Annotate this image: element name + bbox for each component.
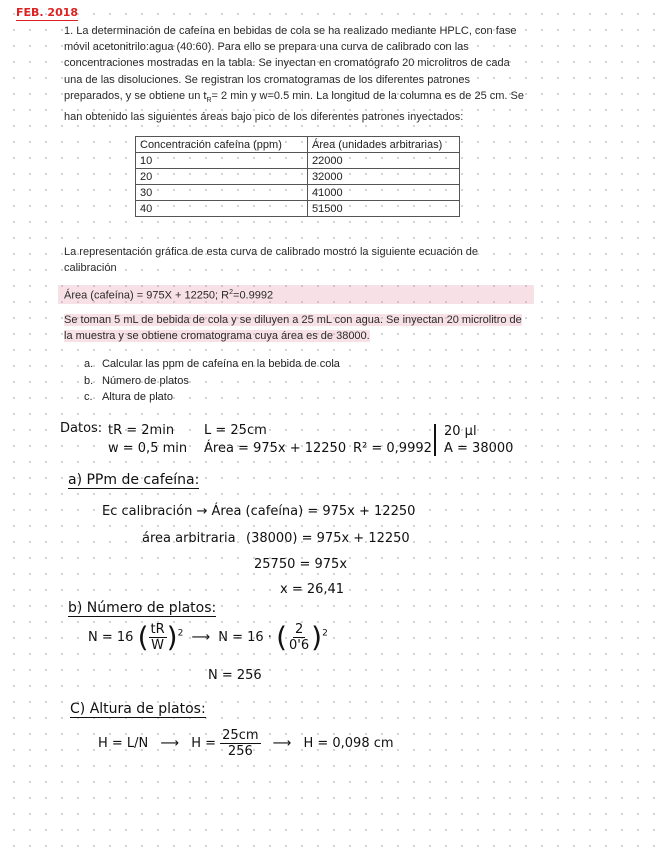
fraction-denominator: 256 bbox=[227, 744, 253, 759]
close-paren: ) bbox=[311, 620, 323, 654]
table-row bbox=[136, 201, 460, 217]
plates-substitution-lhs: N = 16 · bbox=[218, 630, 272, 645]
fraction-numerator: tR bbox=[150, 622, 165, 637]
step-subtraction: 25750 = 975x bbox=[254, 557, 348, 572]
header-area: Área (unidades arbitrarias) bbox=[308, 137, 460, 153]
open-paren: ( bbox=[276, 620, 288, 654]
peak-width: w = 0,5 min bbox=[108, 441, 188, 456]
cell-area: 51500 bbox=[308, 201, 460, 217]
question-text: Calcular las ppm de cafeína en la bebida de cola bbox=[102, 358, 340, 370]
cell-concentration: 30 bbox=[136, 185, 308, 201]
arbitrary-area-equation: (38000) = 975x + 12250 bbox=[246, 531, 410, 546]
arrow-icon: ⟶ bbox=[272, 736, 292, 751]
tr-over-w-fraction bbox=[149, 622, 167, 653]
height-formula bbox=[98, 728, 394, 759]
part-a-title bbox=[68, 472, 199, 488]
square-exponent: 2 bbox=[322, 628, 328, 639]
cell-area: 22000 bbox=[308, 153, 460, 169]
cell-area: 32000 bbox=[308, 169, 460, 185]
sample-area: A = 38000 bbox=[444, 441, 514, 456]
question-marker: a. bbox=[84, 358, 94, 370]
question-list bbox=[84, 356, 340, 406]
part-c-title-text: C) Altura de platos: bbox=[70, 701, 206, 717]
r2-value: =0.9992 bbox=[233, 289, 274, 302]
tr-subscript: R bbox=[206, 97, 212, 104]
fraction-denominator: W bbox=[151, 638, 165, 653]
question-text: Número de platos bbox=[102, 374, 189, 387]
injection-volume: 20 µl bbox=[444, 424, 477, 439]
plates-formula bbox=[88, 622, 328, 653]
calibration-equation bbox=[58, 285, 534, 304]
problem-statement bbox=[64, 23, 530, 125]
question-text: Altura de plato bbox=[102, 391, 173, 403]
arrow-icon: ⟶ bbox=[191, 630, 211, 645]
substitution-fraction bbox=[287, 622, 311, 653]
statement-part-2: = 2 min y w=0.5 min. La longitud de la columna es de 25 cm. Se han obtenido las siguientes áreas bajo pico de los diferentes patrones inyectados: bbox=[64, 89, 524, 124]
equation-text: Área (cafeína) = 975X + 12250; R bbox=[64, 289, 230, 302]
plates-formula-lhs: N = 16 bbox=[88, 630, 134, 645]
cell-concentration: 20 bbox=[136, 169, 308, 185]
r2-superscript: 2 bbox=[229, 289, 234, 296]
part-b-title-text: b) Número de platos: bbox=[68, 600, 217, 616]
column-length: L = 25cm bbox=[204, 423, 267, 438]
header-concentration: Concentración cafeína (ppm) bbox=[136, 137, 308, 153]
sample-description bbox=[64, 312, 530, 344]
calibration-line: Ec calibración → Área (cafeína) = 975x + 12250 bbox=[102, 504, 416, 519]
calibration-intro: La representación gráfica de esta curva de calibrado mostró la siguiente ecuación de calibración bbox=[64, 246, 478, 275]
result-x: x = 26,41 bbox=[280, 582, 345, 597]
square-exponent: 2 bbox=[177, 628, 184, 639]
part-b-title bbox=[68, 600, 216, 616]
calibration-table bbox=[135, 136, 460, 217]
fraction-numerator: 2 bbox=[294, 622, 304, 637]
height-result: H = 0,098 cm bbox=[303, 736, 394, 751]
table-header-row bbox=[136, 137, 460, 153]
fraction-numerator: 25cm bbox=[222, 728, 259, 743]
arrow-icon: ⟶ bbox=[160, 736, 180, 751]
question-marker: c. bbox=[84, 391, 93, 403]
area-equation: Área = 975x + 12250 bbox=[204, 441, 347, 456]
statement-part-1: 1. La determinación de cafeína en bebidas de cola se ha realizado mediante HPLC, con fase móvil acetonitrilo:agua (40:60). Para ello se prepara una curva de calibrado con las concentraciones mostradas en la tabla. Se inyectan en cromatógrafo 20 microlitros de cada una de las disoluciones. Se registran los cromatogramas de los diferentes patrones preparados, y se obtiene un t bbox=[64, 25, 517, 102]
open-paren: ( bbox=[137, 620, 149, 654]
list-item bbox=[84, 373, 340, 390]
retention-time: tR = 2min bbox=[108, 423, 175, 438]
fraction-denominator: 0'6 bbox=[289, 638, 310, 653]
divider bbox=[434, 424, 436, 456]
cell-concentration: 10 bbox=[136, 153, 308, 169]
list-item bbox=[84, 389, 340, 406]
table-row bbox=[136, 169, 460, 185]
cell-concentration: 40 bbox=[136, 201, 308, 217]
height-substitution-lhs: H = bbox=[191, 736, 217, 751]
sample-text: Se toman 5 mL de bebida de cola y se diluyen a 25 mL con agua. Se inyectan 20 microlitro de la muestra y se obtiene cromatograma cuya área es de 38000. bbox=[64, 314, 522, 343]
list-item bbox=[84, 356, 340, 373]
height-fraction bbox=[220, 728, 260, 759]
plates-result: N = 256 bbox=[208, 668, 262, 683]
height-formula-text: H = L/N bbox=[98, 736, 149, 751]
date-tag: FEB. 2018 bbox=[16, 6, 79, 19]
arbitrary-area-label: área arbitraria bbox=[142, 531, 236, 546]
part-c-title bbox=[70, 701, 206, 717]
table-row bbox=[136, 153, 460, 169]
close-paren: ) bbox=[166, 620, 178, 654]
table-row bbox=[136, 185, 460, 201]
question-marker: b. bbox=[84, 374, 94, 387]
r2-note: R² = 0,9992 bbox=[353, 441, 432, 456]
datos-label: Datos: bbox=[60, 421, 103, 436]
part-a-title-text: a) PPm de cafeína: bbox=[68, 472, 200, 488]
cell-area: 41000 bbox=[308, 185, 460, 201]
